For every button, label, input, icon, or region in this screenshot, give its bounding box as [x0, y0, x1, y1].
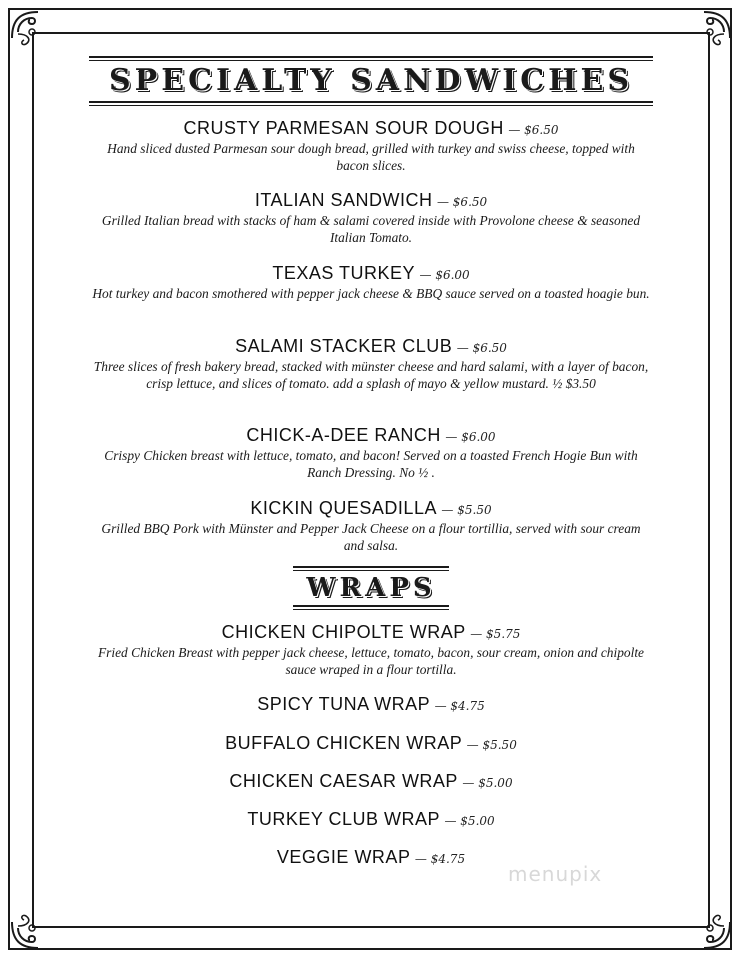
scroll-ornament-left-top	[14, 30, 36, 52]
item-description: Fried Chicken Breast with pepper jack cheese, lettuce, tomato, bacon, sour cream, onion and chipolte sauce wraped in a flour tortilla.	[97, 645, 645, 677]
item-price: — $4.75	[414, 852, 466, 866]
menu-item	[90, 190, 652, 246]
item-name: BUFFALO CHICKEN WRAP	[225, 733, 463, 753]
wraps-heading	[0, 566, 742, 610]
heading-rule-bottom	[89, 101, 653, 106]
menu-item	[90, 498, 652, 554]
item-name: CRUSTY PARMESAN SOUR DOUGH	[183, 118, 504, 138]
item-name: TURKEY CLUB WRAP	[247, 809, 441, 829]
item-name: TEXAS TURKEY	[272, 263, 416, 283]
menu-item	[90, 425, 652, 481]
scroll-ornament-right-bottom	[706, 908, 728, 930]
menu-item	[90, 118, 652, 174]
wraps-title: WRAPS	[306, 573, 436, 603]
item-description: Crispy Chicken breast with lettuce, tomato, and bacon! Served on a toasted French Hogie Bun with Ranch Dressing. No ½ .	[104, 448, 638, 480]
scroll-ornament-left-bottom	[14, 908, 36, 930]
menu-item	[90, 771, 652, 792]
item-name: KICKIN QUESADILLA	[250, 498, 437, 518]
item-price: — $6.00	[419, 268, 470, 282]
item-price: — $5.50	[441, 503, 492, 517]
menu-item	[90, 694, 652, 715]
item-price: — $6.50	[456, 341, 507, 355]
menu-item	[90, 733, 652, 754]
watermark: menupix	[508, 862, 603, 886]
item-price: — $5.50	[466, 738, 517, 752]
item-price: — $4.75	[434, 699, 485, 713]
item-description: Hand sliced dusted Parmesan sour dough bread, grilled with turkey and swiss cheese, topped with bacon slices.	[107, 141, 635, 173]
menu-item	[90, 263, 652, 302]
menu-item	[90, 336, 652, 392]
item-price: — $5.00	[444, 814, 495, 828]
item-price: — $6.00	[445, 430, 496, 444]
item-description: Grilled Italian bread with stacks of ham & salami covered inside with Provolone cheese & seasoned Italian Tomato.	[101, 213, 641, 245]
menu-item	[90, 809, 652, 830]
item-name: ITALIAN SANDWICH	[254, 190, 433, 210]
item-name: CHICK-A-DEE RANCH	[246, 425, 441, 445]
item-description: Hot turkey and bacon smothered with pepper jack cheese & BBQ sauce served on a toasted hoagie bun.	[92, 286, 650, 301]
item-description: Grilled BBQ Pork with Münster and Pepper Jack Cheese on a flour tortillia, served with sour cream and salsa.	[101, 521, 641, 553]
item-price: — $6.50	[436, 195, 488, 209]
item-price: — $5.75	[470, 627, 521, 641]
sandwiches-heading	[0, 56, 742, 106]
item-name: CHICKEN CAESAR WRAP	[229, 771, 458, 791]
item-name: VEGGIE WRAP	[276, 847, 411, 867]
item-description: Three slices of fresh bakery bread, stacked with münster cheese and hard salami, with a layer of bacon, crisp lettuce, and slices of tomato. add a splash of mayo & yellow mustard. ½ $3.50	[93, 359, 649, 391]
menu-item	[90, 622, 652, 678]
item-name: SALAMI STACKER CLUB	[235, 336, 453, 356]
scroll-ornament-right-top	[706, 30, 728, 52]
heading-rule-bottom	[293, 605, 449, 610]
item-name: SPICY TUNA WRAP	[257, 694, 431, 714]
item-price: — $5.00	[462, 776, 513, 790]
item-name: CHICKEN CHIPOLTE WRAP	[221, 622, 466, 642]
item-price: — $6.50	[508, 123, 559, 137]
sandwiches-title: SPECIALTY SANDWICHES	[109, 63, 633, 98]
